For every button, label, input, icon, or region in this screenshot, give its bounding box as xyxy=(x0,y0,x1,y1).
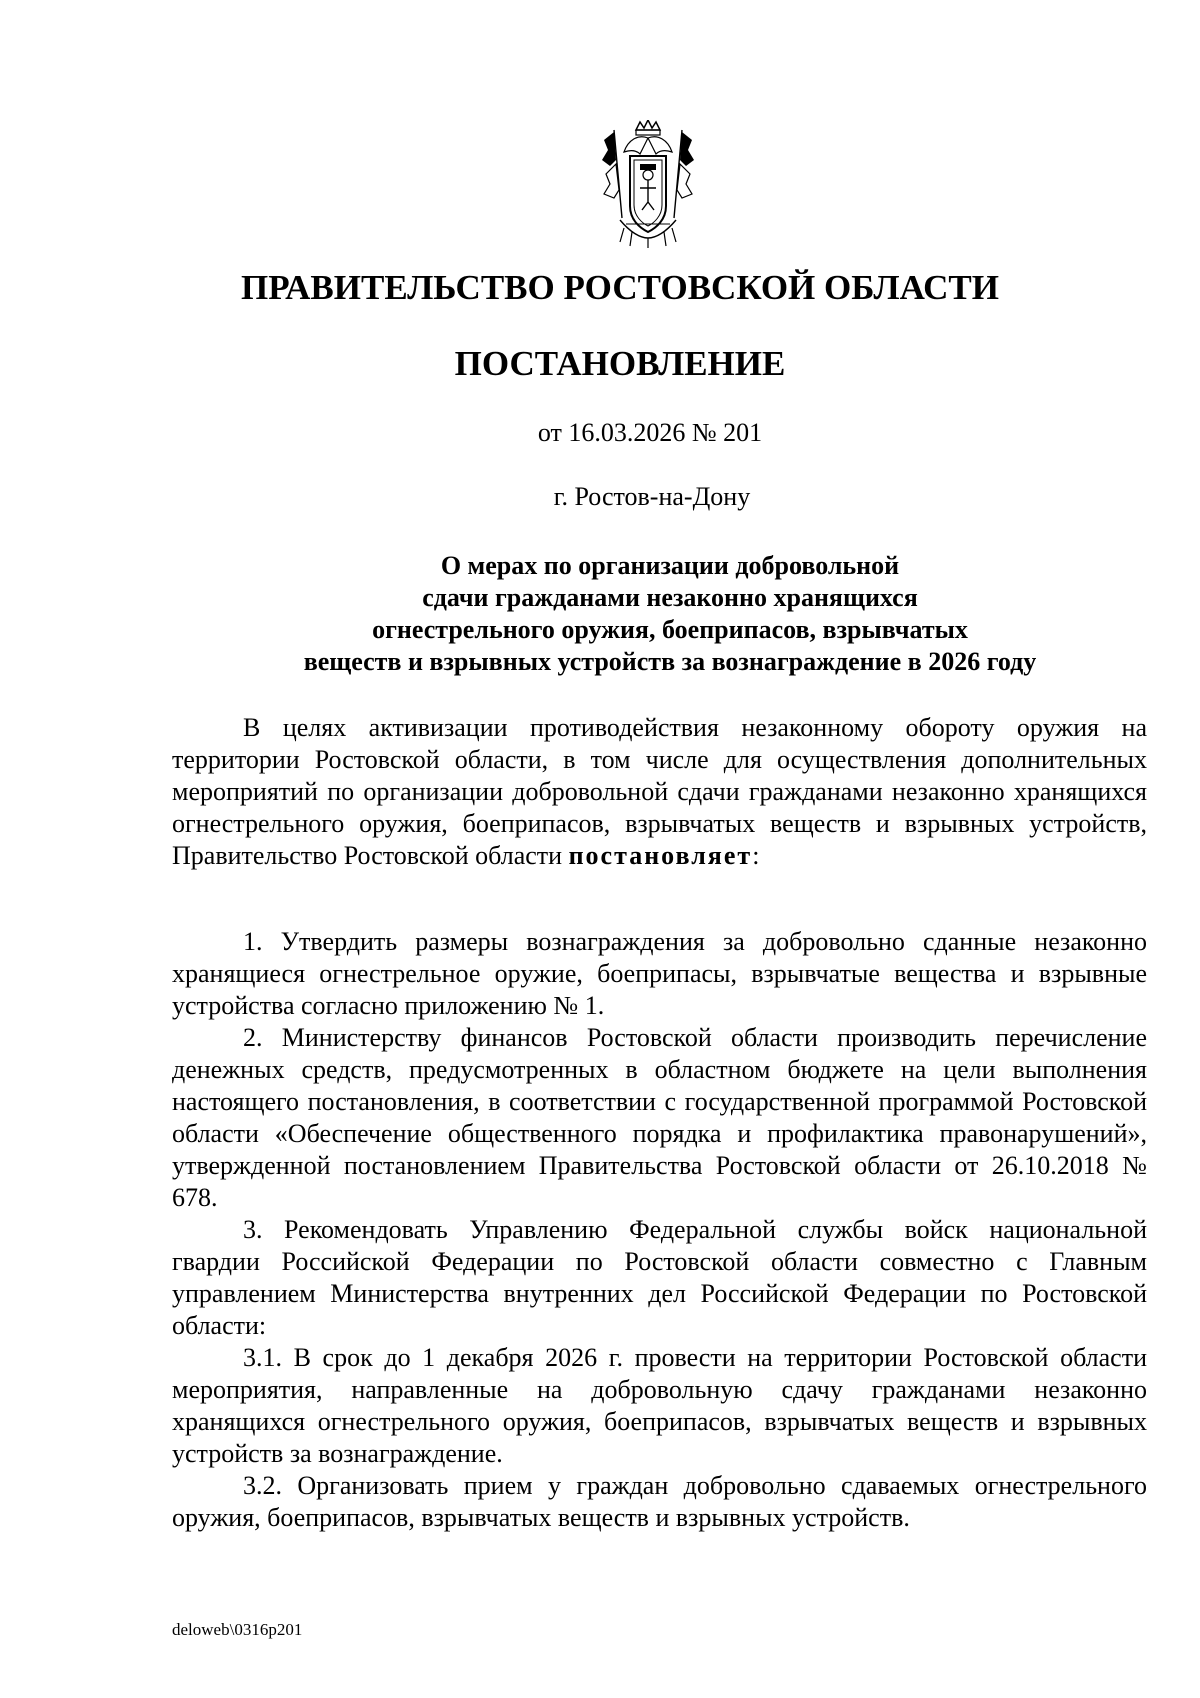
document-date-number: от 16.03.2026 № 201 xyxy=(537,418,763,447)
preamble-paragraph xyxy=(172,712,1147,872)
organization-name: ПРАВИТЕЛЬСТВО РОСТОВСКОЙ ОБЛАСТИ xyxy=(241,268,999,307)
document-city: г. Ростов-на-Дону xyxy=(553,482,751,511)
resolution-items xyxy=(172,926,1147,1534)
title-line: О мерах по организации добровольной xyxy=(440,551,900,580)
item-3: 3. Рекомендовать Управлению Федеральной службы войск национальной гвардии Российской Федерации по Ростовской области совместно с Главным управлением Министерства внутренних дел Российской Федерации по Ростовской области: xyxy=(172,1215,1147,1340)
preamble xyxy=(172,712,1147,872)
title-line: сдачи гражданами незаконно хранящихся xyxy=(422,583,918,612)
file-reference: deloweb\0316p201 xyxy=(172,1620,303,1639)
document-type: ПОСТАНОВЛЕНИЕ xyxy=(454,344,786,383)
item-2: 2. Министерству финансов Ростовской области производить перечисление денежных средств, предусмотренных в областном бюджете на цели выполнения настоящего постановления, в соответствии с государственной программой Ростовской области «Обеспечение общественного порядка и профилактика правонарушений», утвержденной постановлением Правительства Ростовской области от 26.10.2018 № 678. xyxy=(172,1023,1147,1212)
item-1: 1. Утвердить размеры вознаграждения за добровольно сданные незаконно хранящиеся огнестрельное оружие, боеприпасы, взрывчатые вещества и взрывные устройства согласно приложению № 1. xyxy=(172,927,1147,1020)
preamble-text: В целях активизации противодействия незаконному обороту оружия на территории Ростовской области, в том числе для осуществления дополнительных мероприятий по организации добровольной сдачи гражданами незаконно хранящихся огнестрельного оружия, боеприпасов, взрывчатых веществ и взрывных устройств, Правительство Ростовской области xyxy=(172,713,1147,870)
item-3-1: 3.1. В срок до 1 декабря 2026 г. провести на территории Ростовской области мероприятия, направленные на добровольную сдачу гражданами незаконно хранящихся огнестрельного оружия, боеприпасов, взрывчатых веществ и взрывных устройств за вознаграждение. xyxy=(172,1343,1147,1468)
title-line: огнестрельного оружия, боеприпасов, взрывчатых xyxy=(372,615,968,644)
preamble-colon: : xyxy=(752,841,760,870)
resolves-word: постановляет xyxy=(568,841,753,870)
title-line: веществ и взрывных устройств за вознаграждение в 2026 году xyxy=(303,647,1037,676)
coat-of-arms-icon xyxy=(600,120,696,250)
document-title xyxy=(170,550,1170,678)
item-3-2: 3.2. Организовать прием у граждан добровольно сдаваемых огнестрельного оружия, боеприпасов, взрывчатых веществ и взрывных устройств. xyxy=(172,1471,1147,1532)
